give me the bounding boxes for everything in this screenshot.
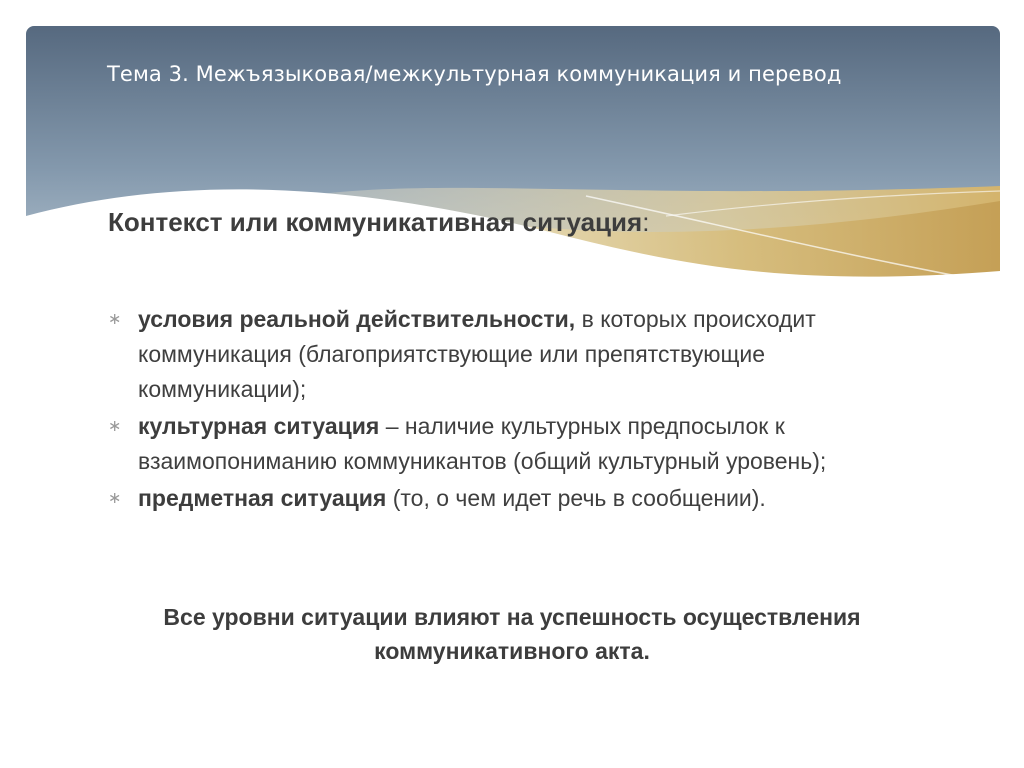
heading-colon: : — [642, 207, 650, 237]
bullet-term: культурная ситуация — [138, 413, 380, 439]
section-heading — [108, 207, 908, 238]
bullet-term: условия реальной действительности, — [138, 306, 576, 332]
bullet-list — [108, 302, 908, 518]
bullet-asterisk-icon: ∗ — [108, 490, 122, 507]
slide-title: Тема 3. Межъязыковая/межкультурная коммуникация и перевод — [107, 62, 842, 86]
conclusion-text: Все уровни ситуации влияют на успешность осуществления коммуникативного акта. — [163, 604, 861, 664]
list-item — [108, 302, 908, 407]
bullet-text: (то, о чем идет речь в сообщении). — [386, 485, 766, 511]
bullet-text: – наличие культурных предпосылок к взаимопониманию коммуникантов (общий культурный уровень); — [138, 413, 827, 474]
bullet-asterisk-icon: ∗ — [108, 418, 122, 435]
bullet-text: в которых происходит коммуникация (благоприятствующие или препятствующие коммуникации); — [138, 306, 816, 402]
list-item — [108, 409, 908, 479]
bullet-term: предметная ситуация — [138, 485, 387, 511]
list-item — [108, 481, 908, 516]
bullet-asterisk-icon: ∗ — [108, 311, 122, 328]
heading-text: Контекст или коммуникативная ситуация — [108, 207, 643, 237]
